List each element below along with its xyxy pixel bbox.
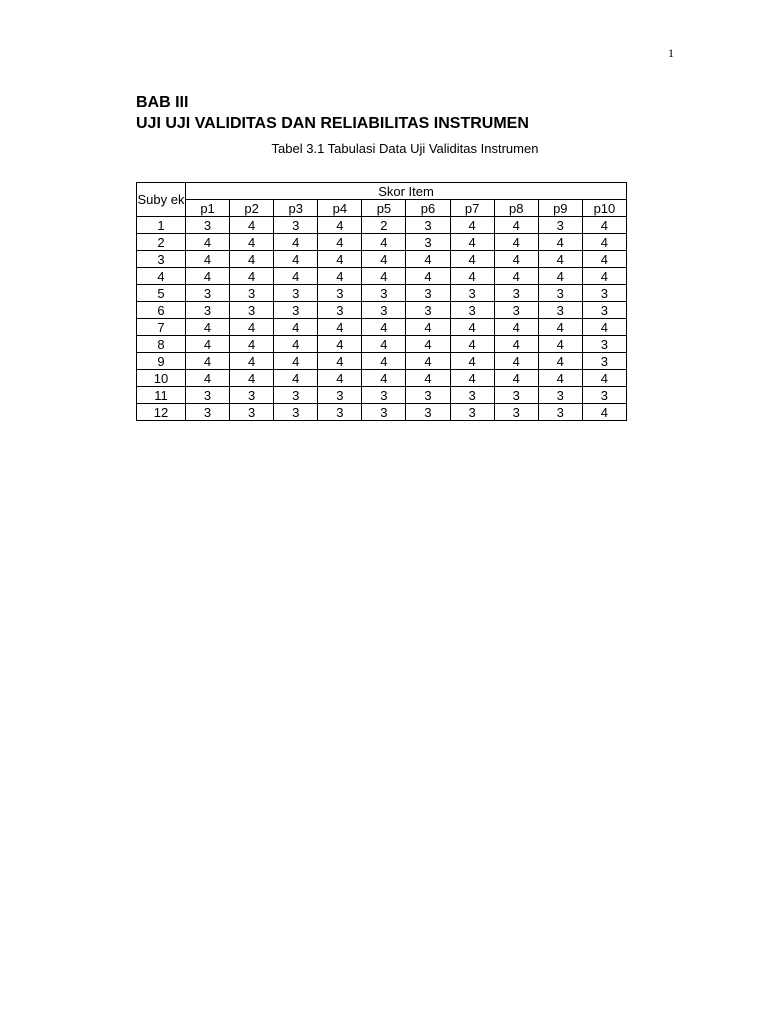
score-cell: 4: [582, 268, 626, 285]
score-cell: 4: [494, 217, 538, 234]
score-cell: 4: [362, 336, 406, 353]
score-cell: 4: [274, 319, 318, 336]
score-cell: 4: [186, 353, 230, 370]
score-cell: 3: [450, 285, 494, 302]
score-cell: 4: [582, 251, 626, 268]
score-cell: 3: [582, 336, 626, 353]
subject-number-cell: 4: [137, 268, 186, 285]
subject-number-cell: 5: [137, 285, 186, 302]
subject-number-cell: 10: [137, 370, 186, 387]
table-row: [137, 234, 627, 251]
score-cell: 4: [362, 319, 406, 336]
score-cell: 4: [230, 336, 274, 353]
item-column-header: p7: [450, 200, 494, 217]
score-cell: 4: [582, 319, 626, 336]
score-cell: 3: [318, 404, 362, 421]
chapter-title: UJI UJI VALIDITAS DAN RELIABILITAS INSTRUMEN: [136, 115, 529, 132]
score-cell: 4: [450, 319, 494, 336]
score-cell: 4: [230, 268, 274, 285]
table-row: [137, 285, 627, 302]
score-cell: 4: [362, 353, 406, 370]
table-body: [137, 217, 627, 421]
table-row: [137, 387, 627, 404]
score-cell: 4: [582, 404, 626, 421]
score-cell: 3: [406, 387, 450, 404]
score-cell: 3: [538, 285, 582, 302]
table-row: [137, 404, 627, 421]
score-cell: 3: [230, 387, 274, 404]
score-cell: 4: [318, 336, 362, 353]
page-number: 1: [668, 46, 674, 60]
score-cell: 4: [406, 268, 450, 285]
score-cell: 3: [538, 387, 582, 404]
chapter-number: BAB III: [136, 94, 189, 111]
score-cell: 4: [538, 251, 582, 268]
score-cell: 4: [318, 217, 362, 234]
score-cell: 3: [274, 387, 318, 404]
subject-number-cell: 6: [137, 302, 186, 319]
table-row: [137, 302, 627, 319]
score-cell: 4: [582, 370, 626, 387]
score-cell: 4: [274, 234, 318, 251]
table-row: [137, 370, 627, 387]
score-cell: 4: [274, 336, 318, 353]
score-item-header: Skor Item: [186, 183, 627, 200]
score-cell: 3: [406, 302, 450, 319]
score-cell: 3: [406, 217, 450, 234]
subject-number-cell: 1: [137, 217, 186, 234]
score-cell: 4: [450, 217, 494, 234]
item-column-header: p4: [318, 200, 362, 217]
score-cell: 3: [230, 285, 274, 302]
score-cell: 3: [318, 387, 362, 404]
score-cell: 4: [362, 251, 406, 268]
table-caption: Tabel 3.1 Tabulasi Data Uji Validitas Instrumen: [271, 141, 539, 156]
score-cell: 3: [450, 404, 494, 421]
score-cell: 4: [494, 336, 538, 353]
score-cell: 3: [494, 285, 538, 302]
score-cell: 3: [230, 302, 274, 319]
score-cell: 3: [318, 285, 362, 302]
score-cell: 4: [494, 353, 538, 370]
score-cell: 4: [450, 268, 494, 285]
score-cell: 4: [494, 251, 538, 268]
score-cell: 3: [582, 285, 626, 302]
score-cell: 3: [538, 404, 582, 421]
score-cell: 3: [494, 387, 538, 404]
chapter-heading: [136, 92, 529, 134]
score-cell: 3: [274, 302, 318, 319]
score-cell: 4: [494, 234, 538, 251]
score-cell: 4: [450, 336, 494, 353]
score-cell: 4: [318, 268, 362, 285]
item-column-header: p9: [538, 200, 582, 217]
item-column-header: p2: [230, 200, 274, 217]
score-cell: 4: [186, 234, 230, 251]
score-cell: 3: [362, 285, 406, 302]
table-row: [137, 319, 627, 336]
score-cell: 3: [274, 217, 318, 234]
score-cell: 4: [318, 234, 362, 251]
score-cell: 4: [230, 217, 274, 234]
subject-number-cell: 7: [137, 319, 186, 336]
score-cell: 3: [582, 302, 626, 319]
score-cell: 4: [494, 268, 538, 285]
score-cell: 4: [318, 370, 362, 387]
score-cell: 4: [318, 251, 362, 268]
score-cell: 4: [230, 251, 274, 268]
score-cell: 4: [318, 353, 362, 370]
score-cell: 4: [406, 319, 450, 336]
score-cell: 4: [274, 353, 318, 370]
score-cell: 4: [186, 370, 230, 387]
score-cell: 3: [230, 404, 274, 421]
score-cell: 4: [406, 353, 450, 370]
score-cell: 4: [538, 234, 582, 251]
score-cell: 2: [362, 217, 406, 234]
score-cell: 3: [494, 404, 538, 421]
item-column-header: p10: [582, 200, 626, 217]
score-cell: 3: [582, 387, 626, 404]
item-column-header: p1: [186, 200, 230, 217]
subject-number-cell: 8: [137, 336, 186, 353]
item-column-header: p3: [274, 200, 318, 217]
score-cell: 3: [406, 285, 450, 302]
item-header-row: [137, 200, 627, 217]
score-cell: 4: [538, 353, 582, 370]
item-column-header: p6: [406, 200, 450, 217]
score-cell: 4: [450, 251, 494, 268]
table-row: [137, 336, 627, 353]
score-cell: 4: [538, 336, 582, 353]
table-row: [137, 217, 627, 234]
score-cell: 4: [450, 353, 494, 370]
score-cell: 3: [362, 404, 406, 421]
score-cell: 3: [186, 285, 230, 302]
score-cell: 4: [582, 234, 626, 251]
subject-number-cell: 9: [137, 353, 186, 370]
score-cell: 4: [186, 251, 230, 268]
score-cell: 3: [362, 387, 406, 404]
score-cell: 4: [450, 370, 494, 387]
score-cell: 4: [274, 370, 318, 387]
score-cell: 3: [362, 302, 406, 319]
score-cell: 4: [186, 319, 230, 336]
score-cell: 3: [274, 404, 318, 421]
score-cell: 4: [406, 370, 450, 387]
score-cell: 4: [362, 234, 406, 251]
score-cell: 3: [186, 404, 230, 421]
score-cell: 4: [406, 251, 450, 268]
score-cell: 4: [230, 353, 274, 370]
score-cell: 3: [538, 302, 582, 319]
score-cell: 4: [230, 319, 274, 336]
score-cell: 3: [450, 302, 494, 319]
score-cell: 4: [582, 217, 626, 234]
score-cell: 3: [406, 404, 450, 421]
score-cell: 4: [406, 336, 450, 353]
score-cell: 3: [450, 387, 494, 404]
table-row: [137, 268, 627, 285]
score-cell: 4: [494, 370, 538, 387]
score-cell: 3: [186, 302, 230, 319]
score-cell: 3: [538, 217, 582, 234]
score-cell: 4: [538, 319, 582, 336]
subject-number-cell: 11: [137, 387, 186, 404]
subject-number-cell: 2: [137, 234, 186, 251]
score-cell: 3: [406, 234, 450, 251]
score-cell: 3: [582, 353, 626, 370]
score-cell: 4: [318, 319, 362, 336]
score-cell: 4: [230, 370, 274, 387]
table-row: [137, 251, 627, 268]
item-column-header: p8: [494, 200, 538, 217]
score-cell: 3: [274, 285, 318, 302]
subject-number-cell: 3: [137, 251, 186, 268]
score-cell: 4: [362, 370, 406, 387]
score-cell: 4: [186, 336, 230, 353]
score-cell: 4: [450, 234, 494, 251]
score-cell: 4: [274, 268, 318, 285]
validity-data-table: [136, 182, 627, 421]
score-cell: 4: [494, 319, 538, 336]
score-cell: 3: [186, 217, 230, 234]
subject-column-header: Suby ek: [137, 183, 186, 217]
table-row: [137, 353, 627, 370]
item-column-header: p5: [362, 200, 406, 217]
score-cell: 4: [274, 251, 318, 268]
score-cell: 4: [538, 370, 582, 387]
subject-number-cell: 12: [137, 404, 186, 421]
score-cell: 4: [230, 234, 274, 251]
table-header-row: [137, 183, 627, 200]
score-cell: 3: [186, 387, 230, 404]
score-cell: 4: [538, 268, 582, 285]
score-cell: 4: [362, 268, 406, 285]
score-cell: 3: [494, 302, 538, 319]
score-cell: 4: [186, 268, 230, 285]
score-cell: 3: [318, 302, 362, 319]
